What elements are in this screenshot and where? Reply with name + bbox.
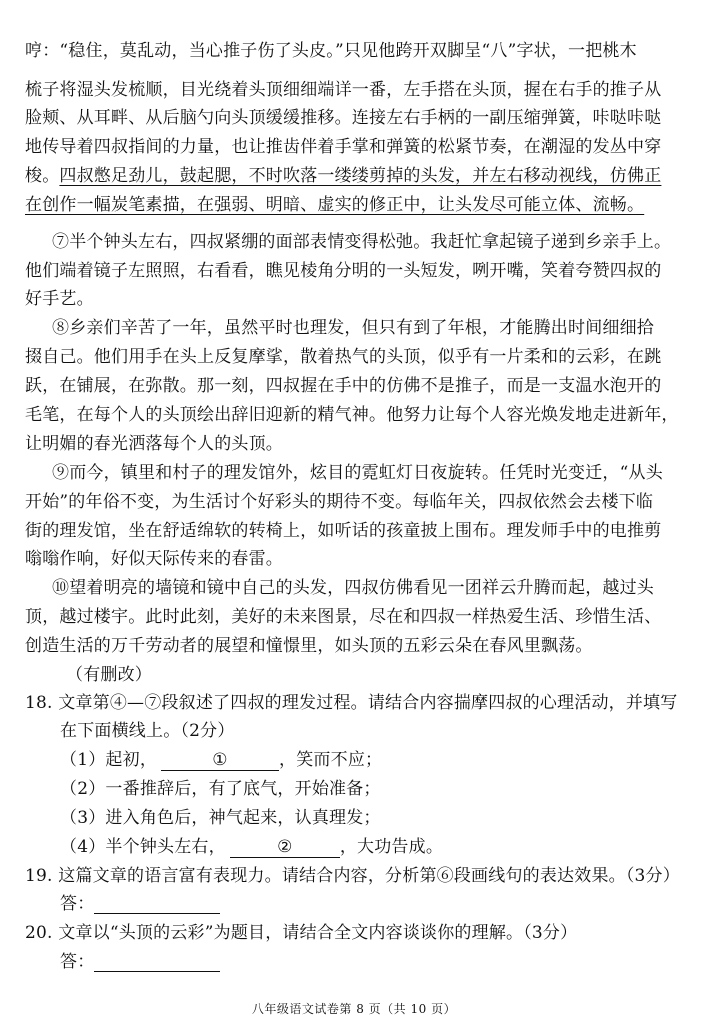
answer-row-20 (60, 952, 220, 972)
passage-line: 好手艺。 (25, 289, 94, 309)
item-text: （1）起初， (60, 750, 158, 770)
passage-line: 街的理发馆，坐在舒适绵软的转椅上，如听话的孩童披上围布。理发师手中的电推剪 (25, 521, 662, 541)
answer-label: 答： (60, 952, 95, 972)
question-18: 18. 文章第④—⑦段叙述了四叔的理发过程。请结合内容揣摩四叔的心理活动，并填写 (25, 693, 678, 713)
answer-row-19 (60, 894, 220, 914)
passage-line: 创造生活的万千劳动者的展望和憧憬里，如头顶的五彩云朵在春风里飘荡。 (25, 636, 593, 656)
passage-line: 他们端着镜子左照照，右看看，瞧见棱角分明的一头短发，咧开嘴，笑着夸赞四叔的 (25, 261, 662, 281)
underlined-sentence: 在创作一幅炭笔素描，在强弱、明暗、虚实的修正中，让头发尽可能立体、流畅。 (25, 195, 645, 215)
passage-line (25, 166, 661, 186)
passage-line: 让明媚的春光洒落每个人的头顶。 (25, 434, 283, 454)
page-footer: 八年级语文试卷第 8 页（共 10 页） (251, 1002, 457, 1016)
passage-line: 嗡嗡作响，好似天际传来的春雷。 (25, 549, 283, 569)
item-text: ，大功告成。 (339, 837, 444, 857)
paragraph-10: ⑩望着明亮的墙镜和镜中自己的头发，四叔仿佛看见一团祥云升腾而起，越过头 (52, 578, 654, 598)
passage-line: 地传导着四叔指间的力量，也让推齿伴着手掌和弹簧的松紧节奏，在潮湿的发丛中穿 (25, 137, 662, 157)
answer-line-20[interactable] (94, 953, 220, 972)
question-text: 在下面横线上。（2分） (60, 721, 235, 741)
item-text: （4）半个钟头左右， (60, 837, 226, 857)
answer-blank-2[interactable]: ② (230, 837, 340, 858)
passage-line: 掇自己。他们用手在头上反复摩挲，散着热气的头顶，似乎有一片柔和的云彩，在跳 (25, 347, 662, 367)
source-note: （有删改） (66, 665, 152, 685)
answer-label: 答： (60, 894, 95, 914)
passage-line: 脸颊、从耳畔、从后脑勺向头顶缓缓推移。连接左右手柄的一副压缩弹簧，咔哒咔哒 (25, 108, 662, 128)
passage-line: 毛笔，在每个人的头顶绘出辞旧迎新的精气神。他努力让每个人容光焕发地走进新年， (25, 405, 679, 425)
question-19: 19. 这篇文章的语言富有表现力。请结合内容，分析第⑥段画线句的表达效果。（3分） (25, 866, 680, 886)
question-item-1 (60, 750, 382, 771)
paragraph-7: ⑦半个钟头左右，四叔紧绷的面部表情变得松弛。我赶忙拿起镜子递到乡亲手上。 (52, 232, 672, 252)
underlined-sentence: 四叔憋足劲儿，鼓起腮，不时吹落一缕缕剪掉的头发，并左右移动视线，仿佛正 (59, 166, 662, 186)
question-item-4 (60, 837, 443, 858)
paragraph-8: ⑧乡亲们辛苦了一年，虽然平时也理发，但只有到了年根，才能腾出时间细细拾 (52, 318, 654, 338)
passage-line: 哼：“稳住，莫乱动，当心推子伤了头皮。”只见他跨开双脚呈“八”字状，一把桃木 (25, 41, 637, 61)
passage-line: 梳子将湿头发梳顺，目光绕着头顶细细端详一番，左手搭在头顶，握在右手的推子从 (25, 80, 662, 100)
question-20: 20. 文章以“头顶的云彩”为题目，请结合全文内容谈谈你的理解。（3分） (25, 923, 578, 943)
question-item-2: （2）一番推辞后，有了底气，开始准备； (60, 779, 381, 799)
item-text: ，笑而不应； (279, 750, 383, 770)
passage-line: 跃，在铺展，在弥散。那一刻，四叔握在手中的仿佛不是推子，而是一支温水泡开的 (25, 376, 662, 396)
answer-blank-1[interactable]: ① (161, 750, 279, 771)
passage-line: 开始”的年俗不变，为生活讨个好彩头的期待不变。每临年关，四叔依然会去楼下临 (25, 492, 654, 512)
answer-line-19[interactable] (94, 895, 220, 914)
passage-text: 梭。 (25, 166, 60, 186)
question-item-3: （3）进入角色后，神气起来，认真理发； (60, 808, 381, 828)
passage-line: 顶，越过楼宇。此时此刻，美好的未来图景，尽在和四叔一样热爱生活、珍惜生活、 (25, 607, 662, 627)
paragraph-9: ⑨而今，镇里和村子的理发馆外，炫目的霓虹灯日夜旋转。任凭时光变迁，“从头 (52, 463, 663, 483)
